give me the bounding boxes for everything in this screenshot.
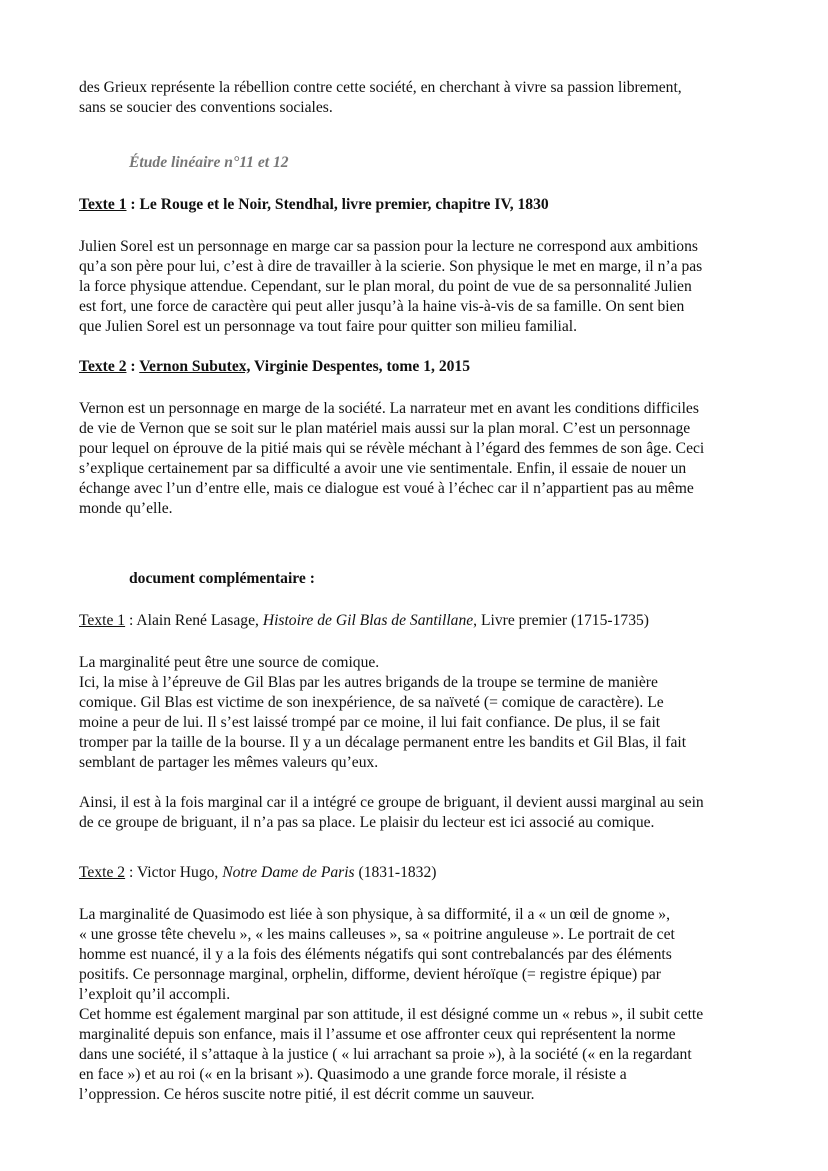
comp1-suffix: , Livre premier (1715-1735) — [473, 612, 649, 629]
texte1-heading — [79, 195, 759, 215]
comp1-heading — [79, 611, 759, 631]
text-line: échange avec l’un d’entre elle, mais ce dialogue est voué à l’échec car il n’appartient pas au même — [79, 480, 694, 497]
text-line: que Julien Sorel est un personnage va tout faire pour quitter son milieu familial. — [79, 318, 578, 335]
text-line: La marginalité peut être une source de comique. — [79, 654, 380, 671]
texte1-title: Le Rouge et le Noir, Stendhal, livre premier, chapitre IV, 1830 — [139, 196, 549, 213]
text-line: sans se soucier des conventions sociales. — [79, 99, 333, 116]
comp1-paragraph-b — [79, 793, 759, 833]
comp1-prefix: : Alain René Lasage, — [125, 612, 263, 629]
text-line: Ainsi, il est à la fois marginal car il a intégré ce groupe de briguant, il devient aussi marginal au sein — [79, 794, 704, 811]
texte2-sep: : — [126, 358, 140, 375]
text-line: tromper par la taille de la bourse. Il y a un décalage permanent entre les bandits et Gil Blas, il fait — [79, 734, 687, 751]
text-line: la force physique attendue. Cependant, sur le plan moral, du point de vue de sa personnalité Julien — [79, 278, 692, 295]
text-line: est fort, une force de caractère qui peut aller jusqu’à la haine vis-à-vis de sa famille. On sent bien — [79, 298, 685, 315]
text-line: pour lequel on éprouve de la pitié mais qui se révèle méchant à l’égard des femmes de son âge. Ceci — [79, 440, 705, 457]
text-line: l’exploit qu’il accompli. — [79, 986, 231, 1003]
document-page — [79, 78, 759, 1105]
text-line: positifs. Ce personnage marginal, orphelin, difforme, devient héroïque (= registre épique) par — [79, 966, 661, 983]
text-line: moine a peur de lui. Il s’est laissé trompé par ce moine, il lui fait confiance. De plus, il se fait — [79, 714, 661, 731]
texte1-sep: : — [126, 196, 140, 213]
texte2-label: Texte 2 — [79, 358, 127, 375]
text-line: de vie de Vernon que se soit sur le plan matériel mais aussi sur la plan moral. C’est un personnage — [79, 420, 691, 437]
section-heading-doc-complementaire: document complémentaire : — [129, 570, 315, 587]
text-line: Vernon est un personnage en marge de la société. La narrateur met en avant les conditions difficiles — [79, 400, 699, 417]
section-heading-etude: Étude linéaire n°11 et 12 — [129, 154, 289, 171]
texte2-heading — [79, 357, 759, 377]
text-line: « une grosse tête chevelu », « les mains calleuses », sa « poitrine anguleuse ». Le portrait de cet — [79, 926, 675, 943]
text-line: l’oppression. Ce héros suscite notre pitié, il est décrit comme un sauveur. — [79, 1086, 535, 1103]
text-line: en face ») et au roi (« en la brisant »). Quasimodo a une grande force morale, il résiste a — [79, 1066, 627, 1083]
texte2-title-rest: Virginie Despentes, tome 1, 2015 — [250, 358, 471, 375]
text-line: monde qu’elle. — [79, 500, 173, 517]
comp2-heading — [79, 863, 759, 883]
text-line: qu’a son père pour lui, c’est à dire de travailler à la scierie. Son physique le met en marge, il n’a pas — [79, 258, 703, 275]
texte2-paragraph — [79, 399, 759, 519]
text-line: Cet homme est également marginal par son attitude, il est désigné comme un « rebus », il subit cette — [79, 1006, 704, 1023]
texte1-paragraph — [79, 237, 759, 337]
text-line: marginalité depuis son enfance, mais il l’assume et ose affronter ceux qui représentent la norme — [79, 1026, 676, 1043]
comp2-suffix: (1831-1832) — [354, 864, 437, 881]
text-line: Ici, la mise à l’épreuve de Gil Blas par les autres brigands de la troupe se termine de manière — [79, 674, 658, 691]
intro-paragraph — [79, 78, 759, 118]
text-line: des Grieux représente la rébellion contre cette société, en cherchant à vivre sa passion librement, — [79, 79, 682, 96]
text-line: comique. Gil Blas est victime de son inexpérience, de sa naïveté (= comique de caractère). Le — [79, 694, 664, 711]
text-line: Julien Sorel est un personnage en marge car sa passion pour la lecture ne correspond aux ambitions — [79, 238, 698, 255]
comp2-label: Texte 2 — [79, 864, 126, 881]
text-line: dans une société, il s’attaque à la justice ( « lui arrachant sa proie »), à la société (« en la regardant — [79, 1046, 692, 1063]
comp2-prefix: : Victor Hugo, — [125, 864, 223, 881]
comp1-title: Histoire de Gil Blas de Santillane — [262, 612, 474, 629]
comp2-title: Notre Dame de Paris — [222, 864, 355, 881]
text-line: s’explique certainement par sa difficulté a avoir une vie sentimentale. Enfin, il essaie de nouer un — [79, 460, 687, 477]
comp1-label: Texte 1 — [79, 612, 126, 629]
comp1-paragraph-a — [79, 653, 759, 773]
comp2-paragraph — [79, 905, 759, 1105]
texte2-title-underlined: Vernon Subutex, — [139, 358, 251, 375]
text-line: homme est nuancé, il y a la fois des éléments négatifs qui sont contrebalancés par des éléments — [79, 946, 672, 963]
texte1-label: Texte 1 — [79, 196, 127, 213]
text-line: semblant de partager les mêmes valeurs qu’eux. — [79, 754, 379, 771]
text-line: de ce groupe de briguant, il n’a pas sa place. Le plaisir du lecteur est ici associé au comique. — [79, 814, 655, 831]
text-line: La marginalité de Quasimodo est liée à son physique, à sa difformité, il a « un œil de gnome », — [79, 906, 670, 923]
